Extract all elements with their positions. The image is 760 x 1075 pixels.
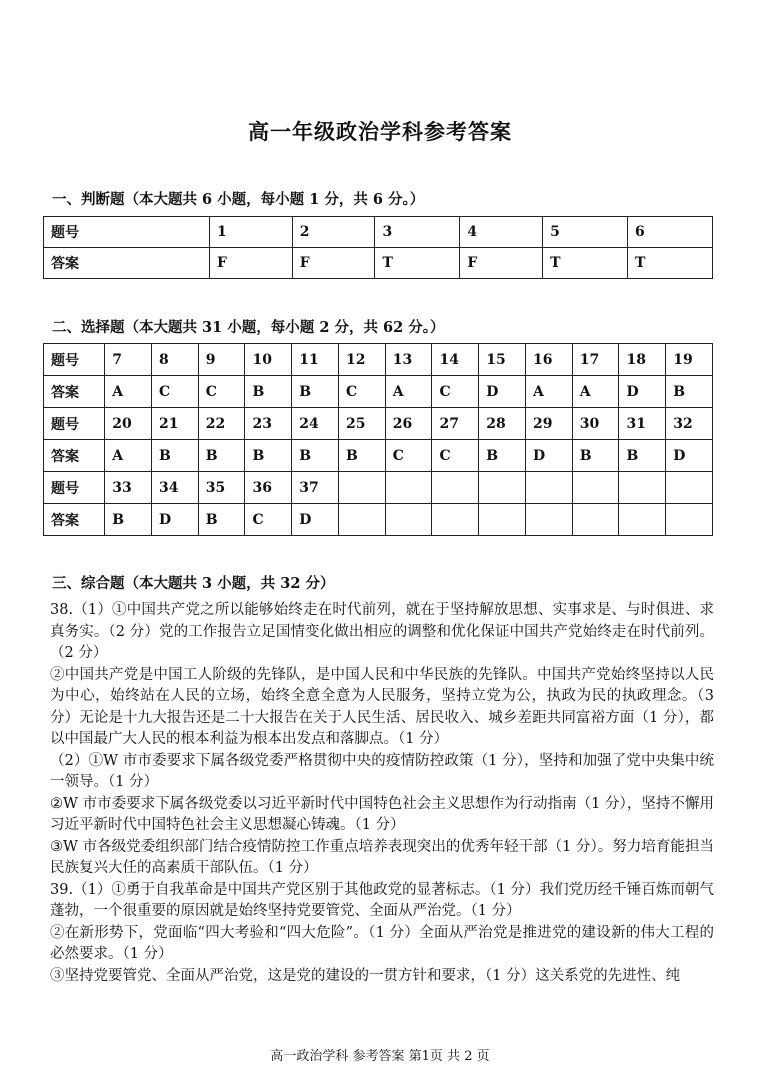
row-header-cell: 题号 [44, 472, 105, 504]
table-row [44, 472, 713, 504]
table-cell: 1 [209, 217, 292, 248]
table-cell: 19 [666, 344, 713, 376]
answer-paragraph: ②在新形势下，党面临“四大考验和“四大危险”。（1 分）全面从严治党是推进党的建设新的伟大工程的必然要求。（1 分） [50, 924, 714, 962]
table-cell: 33 [105, 472, 152, 504]
table-cell: F [460, 248, 543, 279]
table-cell: C [432, 440, 479, 472]
row-header-cell: 答案 [44, 376, 105, 408]
table-cell: 29 [525, 408, 572, 440]
row-header-cell: 题号 [44, 344, 105, 376]
table-cell [619, 504, 666, 536]
table-cell: A [105, 376, 152, 408]
table-cell [479, 472, 526, 504]
judgment-answer-table [43, 216, 713, 279]
table-cell [572, 472, 619, 504]
table-cell [619, 472, 666, 504]
row-header-cell: 题号 [44, 408, 105, 440]
table-cell: T [375, 248, 460, 279]
table-cell [525, 504, 572, 536]
table-cell: B [198, 504, 245, 536]
table-cell: 20 [105, 408, 152, 440]
table-cell: 8 [151, 344, 198, 376]
table-cell: 21 [151, 408, 198, 440]
table-cell: B [479, 440, 526, 472]
table-cell: D [292, 504, 339, 536]
table-cell: A [572, 376, 619, 408]
table-cell: C [432, 376, 479, 408]
table-cell: A [525, 376, 572, 408]
table-cell: A [105, 440, 152, 472]
table-cell: 30 [572, 408, 619, 440]
answer-paragraph: ③坚持党要管党、全面从严治党，这是党的建设的一贯方针和要求，（1 分）这关系党的先进性、纯 [50, 967, 681, 984]
section3-heading: 三、综合题（本大题共 3 小题，共 32 分） [52, 575, 335, 592]
table-cell: T [628, 248, 713, 279]
table-cell: T [543, 248, 628, 279]
table-cell: B [245, 376, 292, 408]
table-cell: D [525, 440, 572, 472]
table-cell: 27 [432, 408, 479, 440]
table-cell: 16 [525, 344, 572, 376]
table-cell: A [385, 376, 432, 408]
table-cell: D [666, 440, 713, 472]
table-cell: 5 [543, 217, 628, 248]
table-cell: 18 [619, 344, 666, 376]
table-cell [572, 504, 619, 536]
row-header-cell: 答案 [44, 248, 210, 279]
table-cell: B [245, 440, 292, 472]
table-cell: 26 [385, 408, 432, 440]
page-footer: 高一政治学科 参考答案 第1页 共 2 页 [270, 1049, 490, 1064]
table-cell: D [479, 376, 526, 408]
table-cell: 31 [619, 408, 666, 440]
table-cell: B [619, 440, 666, 472]
table-cell: B [105, 504, 152, 536]
table-cell: 24 [292, 408, 339, 440]
table-cell [338, 504, 385, 536]
table-cell [479, 504, 526, 536]
table-cell: 32 [666, 408, 713, 440]
table-cell: B [572, 440, 619, 472]
table-cell: 11 [292, 344, 339, 376]
table-cell: 28 [479, 408, 526, 440]
table-cell: B [292, 376, 339, 408]
table-row [44, 504, 713, 536]
table-cell: 14 [432, 344, 479, 376]
table-cell: 34 [151, 472, 198, 504]
table-cell: F [209, 248, 292, 279]
table-cell: 22 [198, 408, 245, 440]
answer-paragraph: ②W 市市委要求下属各级党委以习近平新时代中国特色社会主义思想作为行动指南（1 分），坚持不懈用习近平新时代中国特色社会主义思想凝心铸魂。（1 分） [50, 795, 714, 833]
table-cell: 23 [245, 408, 292, 440]
table-row [44, 408, 713, 440]
comprehensive-answers [50, 600, 714, 987]
table-cell: 13 [385, 344, 432, 376]
table-cell: 15 [479, 344, 526, 376]
table-cell: 2 [292, 217, 375, 248]
answer-paragraph: ③W 市各级党委组织部门结合疫情防控工作重点培养表现突出的优秀年轻干部（1 分）。努力培育能担当民族复兴大任的高素质干部队伍。（1 分） [50, 838, 714, 876]
table-cell: D [151, 504, 198, 536]
answer-paragraph: （2）①W 市市委要求下属各级党委严格贯彻中央的疫情防控政策（1 分），坚持和加强了党中央集中统一领导。（1 分） [50, 752, 714, 790]
table-cell: 35 [198, 472, 245, 504]
section1-heading: 一、判断题（本大题共 6 小题，每小题 1 分，共 6 分。） [52, 191, 425, 208]
table-cell: 37 [292, 472, 339, 504]
table-cell: C [245, 504, 292, 536]
table-cell: 9 [198, 344, 245, 376]
table-cell: B [198, 440, 245, 472]
table-cell: 12 [338, 344, 385, 376]
row-header-cell: 答案 [44, 440, 105, 472]
row-header-cell: 答案 [44, 504, 105, 536]
answer-paragraph: ②中国共产党是中国工人阶级的先锋队，是中国人民和中华民族的先锋队。中国共产党始终坚持以人民为中心，始终站在人民的立场，始终全意全意为人民服务，坚持立党为公，执政为民的执政理念。（3 分）无论是十九大报告还是二十大报告在关于人民生活、居民收入、城乡差距共同富裕方面（1 分），都以中国最广大人民的根本利益为根本出发点和落脚点。（1 分） [50, 666, 714, 747]
table-cell: D [619, 376, 666, 408]
table-cell: C [385, 440, 432, 472]
section2-heading: 二、选择题（本大题共 31 小题，每小题 2 分，共 62 分。） [52, 319, 445, 336]
table-cell: 4 [460, 217, 543, 248]
table-row [44, 376, 713, 408]
table-cell: 7 [105, 344, 152, 376]
answer-paragraph: 39.（1）①勇于自我革命是中国共产党区别于其他政党的显著标志。（1 分）我们党历经千锤百炼而朝气蓬勃，一个很重要的原因就是始终坚持党要管党、全面从严治党。（1 分） [50, 881, 714, 919]
table-cell [432, 504, 479, 536]
table-row [44, 344, 713, 376]
table-cell [525, 472, 572, 504]
table-cell: B [292, 440, 339, 472]
table-cell [385, 504, 432, 536]
table-cell: 3 [375, 217, 460, 248]
table-cell: B [666, 376, 713, 408]
choice-answer-table [43, 343, 713, 536]
table-cell: 25 [338, 408, 385, 440]
table-row [44, 217, 713, 248]
page-title: 高一年级政治学科参考答案 [248, 119, 512, 144]
table-cell: 17 [572, 344, 619, 376]
table-cell: 10 [245, 344, 292, 376]
table-row [44, 440, 713, 472]
table-cell: C [338, 376, 385, 408]
table-cell: C [151, 376, 198, 408]
table-cell [432, 472, 479, 504]
table-row [44, 248, 713, 279]
table-cell [666, 504, 713, 536]
table-cell [338, 472, 385, 504]
table-cell: C [198, 376, 245, 408]
table-cell [666, 472, 713, 504]
table-cell: F [292, 248, 375, 279]
row-header-cell: 题号 [44, 217, 210, 248]
table-cell [385, 472, 432, 504]
answer-paragraph: 38.（1）①中国共产党之所以能够始终走在时代前列，就在于坚持解放思想、实事求是、与时俱进、求真务实。（2 分）党的工作报告立足国情变化做出相应的调整和优化保证中国共产党始终走在时代前列。（2 分） [50, 602, 714, 661]
table-cell: 6 [628, 217, 713, 248]
table-cell: B [151, 440, 198, 472]
table-cell: 36 [245, 472, 292, 504]
table-cell: B [338, 440, 385, 472]
